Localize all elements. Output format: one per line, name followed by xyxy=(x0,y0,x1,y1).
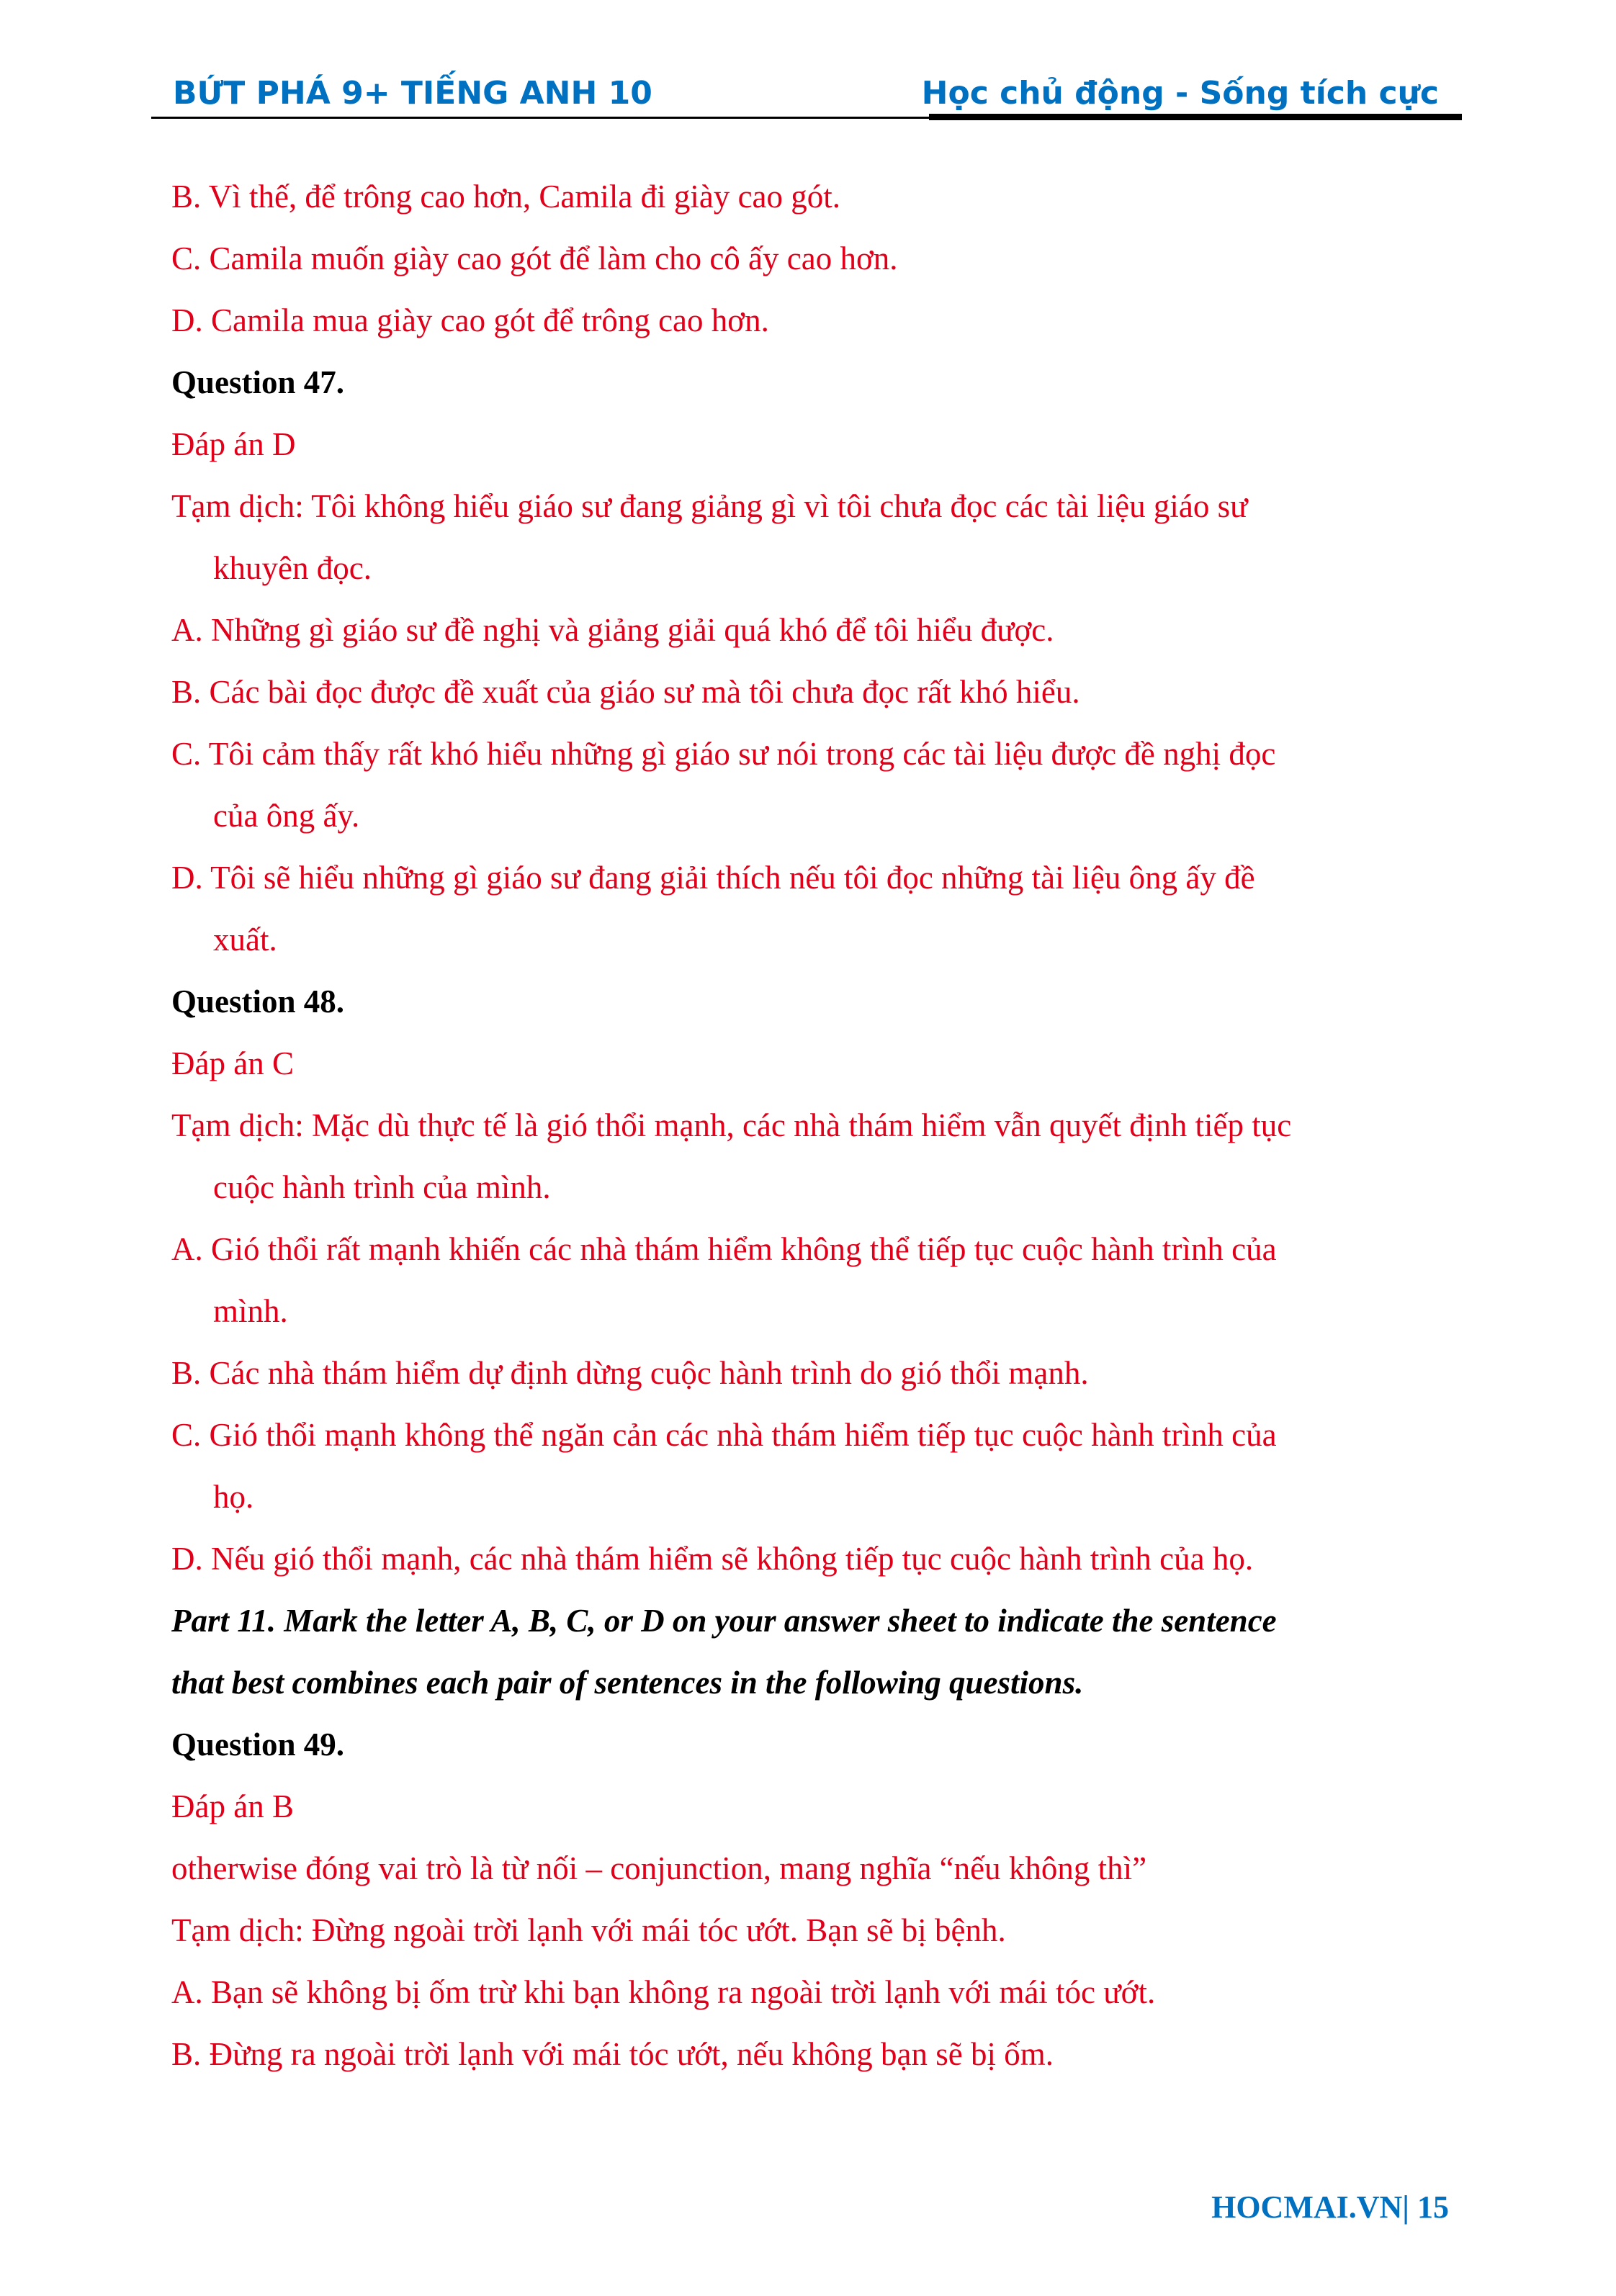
text-line: Tạm dịch: Tôi không hiểu giáo sư đang giảng gì vì tôi chưa đọc các tài liệu giáo sư xyxy=(171,488,1248,524)
text-line: C. Camila muốn giày cao gót để làm cho cô ấy cao hơn. xyxy=(171,240,898,276)
text-line: Tạm dịch: Đừng ngoài trời lạnh với mái tóc ướt. Bạn sẽ bị bệnh. xyxy=(171,1912,1006,1948)
option-line: B. Đừng ra ngoài trời lạnh với mái tóc ướt, nếu không bạn sẽ bị ốm. xyxy=(171,2036,1054,2072)
option-line: D. Nếu gió thổi mạnh, các nhà thám hiểm sẽ không tiếp tục cuộc hành trình của họ. xyxy=(171,1541,1254,1577)
text-line: B. Vì thế, để trông cao hơn, Camila đi giày cao gót. xyxy=(171,179,841,215)
option-line: A. Gió thổi rất mạnh khiến các nhà thám hiểm không thể tiếp tục cuộc hành trình của xyxy=(171,1231,1277,1267)
question-heading: Question 47. xyxy=(171,364,345,400)
option-line: mình. xyxy=(213,1293,288,1329)
option-line: của ông ấy. xyxy=(213,798,360,834)
text-line: khuyên đọc. xyxy=(213,550,372,586)
option-line: xuất. xyxy=(213,922,277,958)
text-line: otherwise đóng vai trò là từ nối – conjunction, mang nghĩa “nếu không thì” xyxy=(171,1850,1147,1886)
answer-key: Đáp án B xyxy=(171,1788,294,1824)
page-footer: HOCMAI.VN| 15 xyxy=(1211,2189,1449,2225)
header-title: BỨT PHÁ 9+ TIẾNG ANH 10 xyxy=(173,75,652,112)
option-line: B. Các nhà thám hiểm dự định dừng cuộc hành trình do gió thổi mạnh. xyxy=(171,1355,1089,1391)
answer-key: Đáp án D xyxy=(171,426,296,462)
question-heading: Question 49. xyxy=(171,1726,345,1762)
part-instruction: Part 11. Mark the letter A, B, C, or D on your answer sheet to indicate the sentence xyxy=(171,1603,1277,1639)
option-line: C. Tôi cảm thấy rất khó hiểu những gì giáo sư nói trong các tài liệu được đề nghị đọc xyxy=(171,736,1276,772)
option-line: C. Gió thổi mạnh không thể ngăn cản các nhà thám hiểm tiếp tục cuộc hành trình của xyxy=(171,1417,1277,1453)
option-line: A. Những gì giáo sư đề nghị và giảng giải quá khó để tôi hiểu được. xyxy=(171,612,1054,648)
text-line: Tạm dịch: Mặc dù thực tế là gió thổi mạnh, các nhà thám hiểm vẫn quyết định tiếp tục xyxy=(171,1107,1292,1143)
part-instruction: that best combines each pair of sentences in the following questions. xyxy=(171,1665,1084,1701)
option-line: A. Bạn sẽ không bị ốm trừ khi bạn không ra ngoài trời lạnh với mái tóc ướt. xyxy=(171,1974,1156,2010)
option-line: B. Các bài đọc được đề xuất của giáo sư mà tôi chưa đọc rất khó hiểu. xyxy=(171,674,1080,710)
option-line: họ. xyxy=(213,1479,254,1515)
header-slogan: Học chủ động - Sống tích cực xyxy=(921,75,1439,112)
text-line: cuộc hành trình của mình. xyxy=(213,1169,551,1205)
option-line: D. Tôi sẽ hiểu những gì giáo sư đang giải thích nếu tôi đọc những tài liệu ông ấy đề xyxy=(171,860,1255,896)
answer-key: Đáp án C xyxy=(171,1045,294,1081)
question-heading: Question 48. xyxy=(171,983,345,1019)
header-divider-accent xyxy=(929,114,1462,120)
document-body xyxy=(171,166,1439,2085)
text-line: D. Camila mua giày cao gót để trông cao hơn. xyxy=(171,302,769,338)
